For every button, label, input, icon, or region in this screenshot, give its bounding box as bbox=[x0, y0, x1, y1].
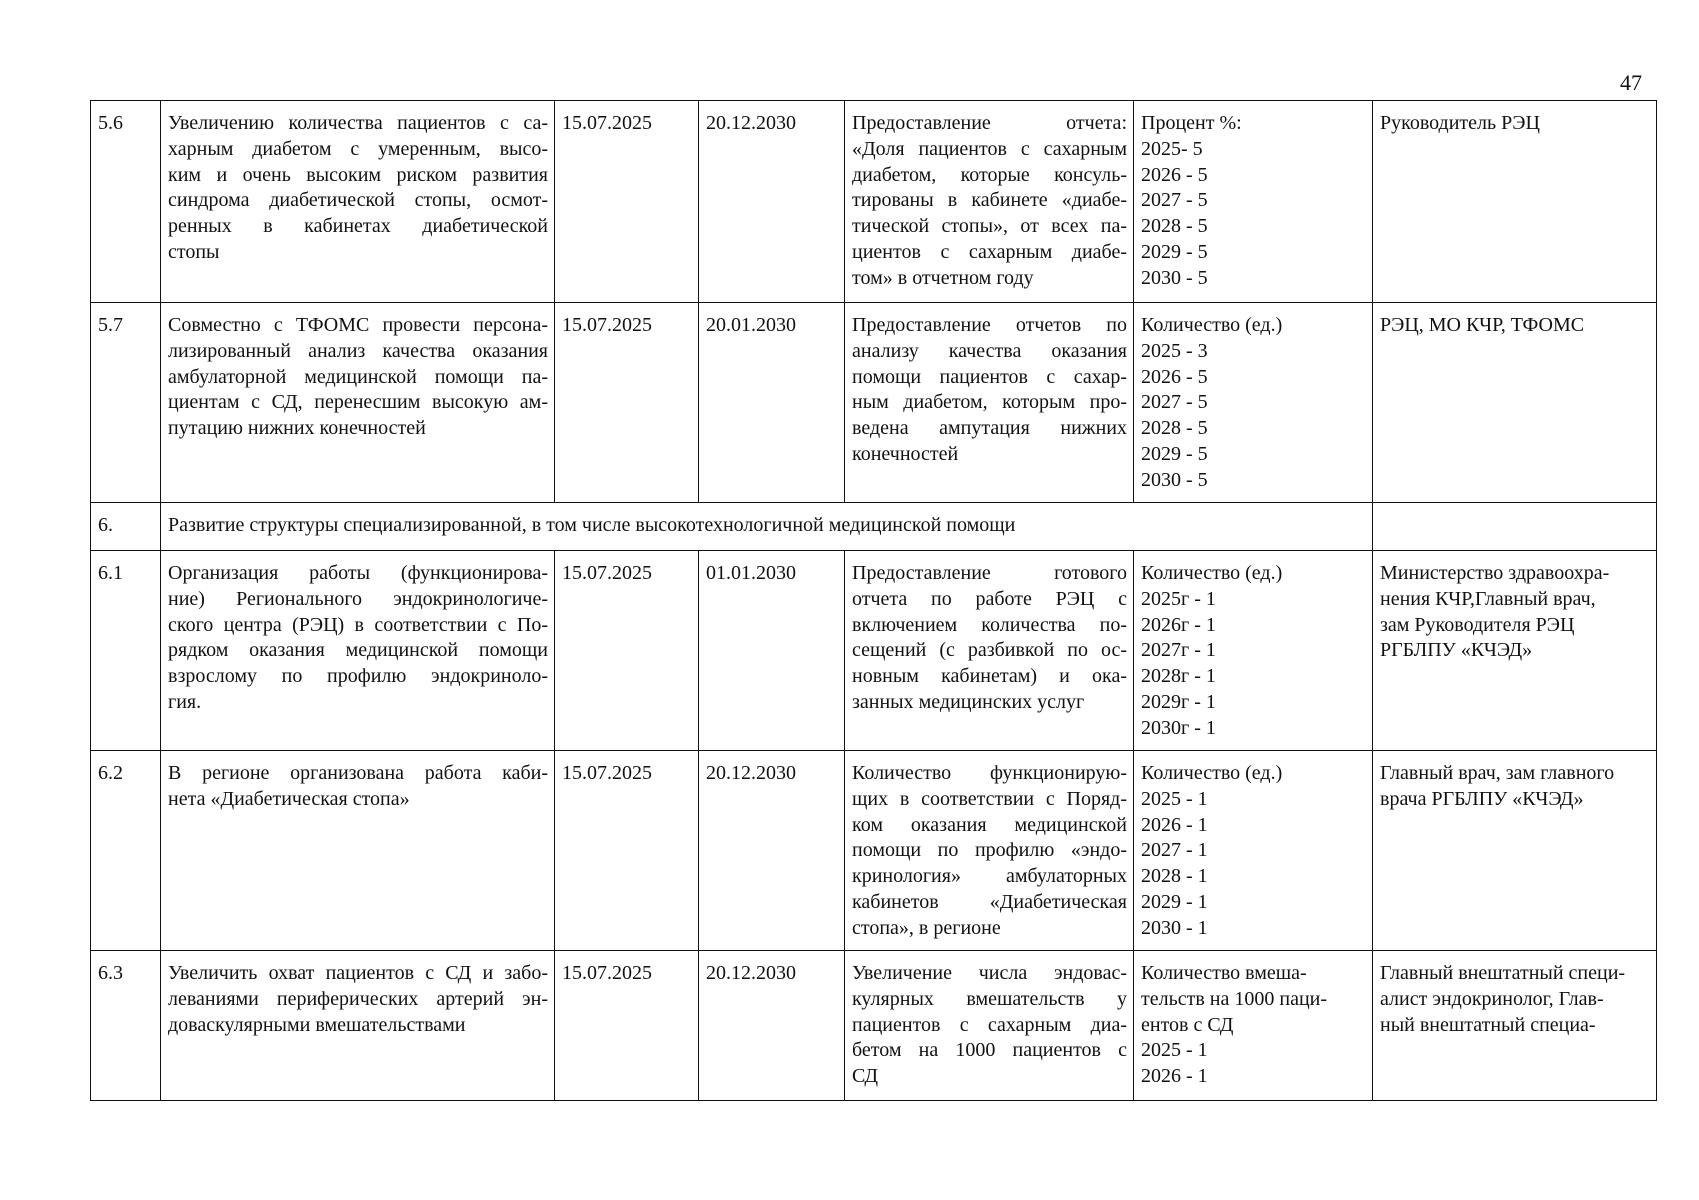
cell-line: занных медицинских услуг bbox=[852, 690, 1085, 713]
cell-line: врача РГБЛПУ «КЧЭД» bbox=[1380, 787, 1584, 810]
indicator-cell bbox=[1134, 303, 1373, 503]
cell-line: 2029г - 1 bbox=[1141, 690, 1216, 713]
cell-line: Предоставление отчета: bbox=[852, 112, 1127, 134]
event-cell bbox=[161, 551, 555, 751]
cell-line: взрослому по профилю эндокриноло- bbox=[168, 665, 548, 688]
cell-line: 2027г - 1 bbox=[1141, 639, 1216, 662]
cell-line: 2029 - 5 bbox=[1141, 442, 1208, 465]
cell-line: 2028 - 5 bbox=[1141, 215, 1208, 238]
cell-line: помощи по профилю «эндо- bbox=[852, 839, 1127, 862]
cell-line: 2029 - 1 bbox=[1141, 890, 1208, 913]
cell-line: ком оказания медицинской bbox=[852, 813, 1127, 836]
start-date: 15.07.2025 bbox=[555, 551, 699, 751]
indicator-cell bbox=[1134, 551, 1373, 751]
cell-line: Увеличить охват пациентов с СД и забо- bbox=[168, 962, 548, 984]
start-date: 15.07.2025 bbox=[555, 303, 699, 503]
cell-line: Министерство здравоохра- bbox=[1380, 562, 1610, 584]
cell-line: 2028г - 1 bbox=[1141, 665, 1216, 688]
cell-line: ведена ампутация нижних bbox=[852, 417, 1127, 440]
cell-line: включением количества по- bbox=[852, 613, 1127, 636]
cell-line: Руководитель РЭЦ bbox=[1380, 112, 1540, 134]
table-row bbox=[91, 551, 1657, 751]
cell-line: сещений (с разбивкой по ос- bbox=[852, 639, 1127, 662]
cell-line: 2030 - 1 bbox=[1141, 916, 1208, 939]
cell-line: ренных в кабинетах диабетической bbox=[168, 215, 548, 238]
cell-line: ким и очень высоким риском развития bbox=[168, 163, 548, 186]
row-number: 6.2 bbox=[91, 751, 161, 951]
start-date: 15.07.2025 bbox=[555, 101, 699, 303]
table-row bbox=[91, 101, 1657, 303]
cell-line: Количество (ед.) bbox=[1141, 762, 1283, 784]
cell-line: стопа», в регионе bbox=[852, 916, 1001, 939]
event-cell bbox=[161, 951, 555, 1101]
end-date: 20.12.2030 bbox=[699, 101, 845, 303]
responsible-cell bbox=[1373, 551, 1657, 751]
cell-line: 2027 - 5 bbox=[1141, 189, 1208, 212]
cell-line: «Доля пациентов с сахарным bbox=[852, 137, 1127, 160]
cell-line: амбулаторной медицинской помощи па- bbox=[168, 365, 548, 388]
row-number: 5.7 bbox=[91, 303, 161, 503]
cell-line: 2030 - 5 bbox=[1141, 468, 1208, 491]
cell-line: конечностей bbox=[852, 442, 959, 465]
cell-line: 2030г - 1 bbox=[1141, 716, 1216, 739]
cell-line: помощи пациентов с сахар- bbox=[852, 365, 1127, 388]
cell-line: 2027 - 5 bbox=[1141, 391, 1208, 414]
event-cell bbox=[161, 101, 555, 303]
cell-line: Процент %: bbox=[1141, 112, 1242, 134]
cell-line: рядком оказания медицинской помощи bbox=[168, 639, 548, 662]
cell-line: 2028 - 5 bbox=[1141, 417, 1208, 440]
cell-line: Количество функционирую- bbox=[852, 762, 1127, 784]
row-number: 6.3 bbox=[91, 951, 161, 1101]
indicator-cell bbox=[1134, 951, 1373, 1101]
cell-line: 2026г - 1 bbox=[1141, 613, 1216, 636]
cell-line: анализу качества оказания bbox=[852, 339, 1127, 362]
event-cell bbox=[161, 303, 555, 503]
action-plan-table bbox=[90, 100, 1657, 1101]
responsible-cell bbox=[1373, 101, 1657, 303]
cell-line: Совместно с ТФОМС провести персона- bbox=[168, 314, 548, 336]
cell-line: Организация работы (функционирова- bbox=[168, 562, 548, 584]
cell-line: пациентов с сахарным диа- bbox=[852, 1013, 1127, 1036]
cell-line: диабетом, которые консуль- bbox=[852, 163, 1127, 186]
cell-line: отчета по работе РЭЦ с bbox=[852, 587, 1127, 610]
cell-line: Главный внештатный специ- bbox=[1380, 962, 1626, 984]
cell-line: зам Руководителя РЭЦ bbox=[1380, 613, 1575, 636]
cell-line: Увеличение числа эндовас- bbox=[852, 962, 1127, 984]
cell-line: 2026 - 1 bbox=[1141, 813, 1208, 836]
cell-line: Предоставление готового bbox=[852, 562, 1127, 584]
cell-line: том» в отчетном году bbox=[852, 266, 1034, 289]
cell-line: лизированный анализ качества оказания bbox=[168, 339, 548, 362]
cell-line: леваниями периферических артерий эн- bbox=[168, 987, 548, 1010]
cell-line: бетом на 1000 пациентов с bbox=[852, 1039, 1127, 1062]
table-row bbox=[91, 951, 1657, 1101]
cell-line: нета «Диабетическая стопа» bbox=[168, 787, 410, 810]
indicator-cell bbox=[1134, 751, 1373, 951]
table-row bbox=[91, 303, 1657, 503]
responsible-cell bbox=[1373, 303, 1657, 503]
cell-line: ского центра (РЭЦ) в соответствии с По- bbox=[168, 613, 548, 636]
result-cell bbox=[845, 551, 1134, 751]
indicator-cell bbox=[1134, 101, 1373, 303]
cell-line: циентов с сахарным диабе- bbox=[852, 240, 1127, 263]
responsible-cell bbox=[1373, 951, 1657, 1101]
event-cell bbox=[161, 751, 555, 951]
cell-line: тической стопы», от всех па- bbox=[852, 215, 1127, 238]
cell-line: Предоставление отчетов по bbox=[852, 314, 1127, 336]
result-cell bbox=[845, 101, 1134, 303]
cell-line: нения КЧР,Главный врач, bbox=[1380, 587, 1596, 610]
responsible-cell bbox=[1373, 751, 1657, 951]
section-title: Развитие структуры специализированной, в том числе высокотехнологичной медицинской помощи bbox=[161, 503, 1373, 551]
cell-line: тельств на 1000 паци- bbox=[1141, 987, 1328, 1010]
result-cell bbox=[845, 303, 1134, 503]
table-body bbox=[91, 101, 1657, 1101]
cell-line: синдрома диабетической стопы, осмот- bbox=[168, 189, 548, 212]
cell-line: В регионе организована работа каби- bbox=[168, 762, 548, 784]
cell-line: циентам с СД, перенесшим высокую ам- bbox=[168, 391, 548, 414]
cell-line: кулярных вмешательств у bbox=[852, 987, 1127, 1010]
cell-line: 2025 - 1 bbox=[1141, 1039, 1208, 1062]
end-date: 01.01.2030 bbox=[699, 551, 845, 751]
cell-line: 2025- 5 bbox=[1141, 137, 1203, 160]
cell-line: 2027 - 1 bbox=[1141, 839, 1208, 862]
table-row bbox=[91, 751, 1657, 951]
cell-line: путацию нижних конечностей bbox=[168, 417, 426, 440]
cell-line: гия. bbox=[168, 690, 202, 713]
row-number: 6.1 bbox=[91, 551, 161, 751]
cell-line: щих в соответствии с Поряд- bbox=[852, 787, 1127, 810]
row-number: 5.6 bbox=[91, 101, 161, 303]
section-number: 6. bbox=[91, 503, 161, 551]
cell-line: 2025 - 3 bbox=[1141, 339, 1208, 362]
start-date: 15.07.2025 bbox=[555, 751, 699, 951]
end-date: 20.01.2030 bbox=[699, 303, 845, 503]
section-row bbox=[91, 503, 1657, 551]
cell-line: 2026 - 1 bbox=[1141, 1065, 1208, 1088]
page-number: 47 bbox=[1620, 70, 1642, 95]
end-date: 20.12.2030 bbox=[699, 951, 845, 1101]
start-date: 15.07.2025 bbox=[555, 951, 699, 1101]
cell-line: 2029 - 5 bbox=[1141, 240, 1208, 263]
cell-line: Увеличению количества пациентов с са- bbox=[168, 112, 548, 134]
cell-line: 2030 - 5 bbox=[1141, 266, 1208, 289]
cell-line: кабинетов «Диабетическая bbox=[852, 890, 1127, 913]
cell-line: стопы bbox=[168, 240, 220, 263]
cell-line: доваскулярными вмешательствами bbox=[168, 1013, 466, 1036]
cell-line: ный внештатный специа- bbox=[1380, 1013, 1596, 1036]
cell-line: кринология» амбулаторных bbox=[852, 865, 1127, 888]
cell-line: 2026 - 5 bbox=[1141, 163, 1208, 186]
cell-line: Количество (ед.) bbox=[1141, 562, 1283, 584]
cell-line: 2025 - 1 bbox=[1141, 787, 1208, 810]
cell-line: 2028 - 1 bbox=[1141, 865, 1208, 888]
cell-line: алист эндокринолог, Глав- bbox=[1380, 987, 1604, 1010]
result-cell bbox=[845, 951, 1134, 1101]
section-empty-cell bbox=[1373, 503, 1657, 551]
cell-line: РГБЛПУ «КЧЭД» bbox=[1380, 639, 1533, 662]
cell-line: новным кабинетам) и ока- bbox=[852, 665, 1127, 688]
cell-line: Главный врач, зам главного bbox=[1380, 762, 1615, 784]
cell-line: ным диабетом, которым про- bbox=[852, 391, 1127, 414]
cell-line: РЭЦ, МО КЧР, ТФОМС bbox=[1380, 314, 1585, 336]
cell-line: Количество вмеша- bbox=[1141, 962, 1307, 984]
cell-line: СД bbox=[852, 1065, 878, 1088]
cell-line: ние) Регионального эндокринологиче- bbox=[168, 587, 548, 610]
cell-line: тированы в кабинете «диабе- bbox=[852, 189, 1127, 212]
cell-line: харным диабетом с умеренным, высо- bbox=[168, 137, 548, 160]
cell-line: 2025г - 1 bbox=[1141, 587, 1216, 610]
result-cell bbox=[845, 751, 1134, 951]
end-date: 20.12.2030 bbox=[699, 751, 845, 951]
cell-line: 2026 - 5 bbox=[1141, 365, 1208, 388]
cell-line: ентов с СД bbox=[1141, 1013, 1234, 1036]
cell-line: Количество (ед.) bbox=[1141, 314, 1283, 336]
